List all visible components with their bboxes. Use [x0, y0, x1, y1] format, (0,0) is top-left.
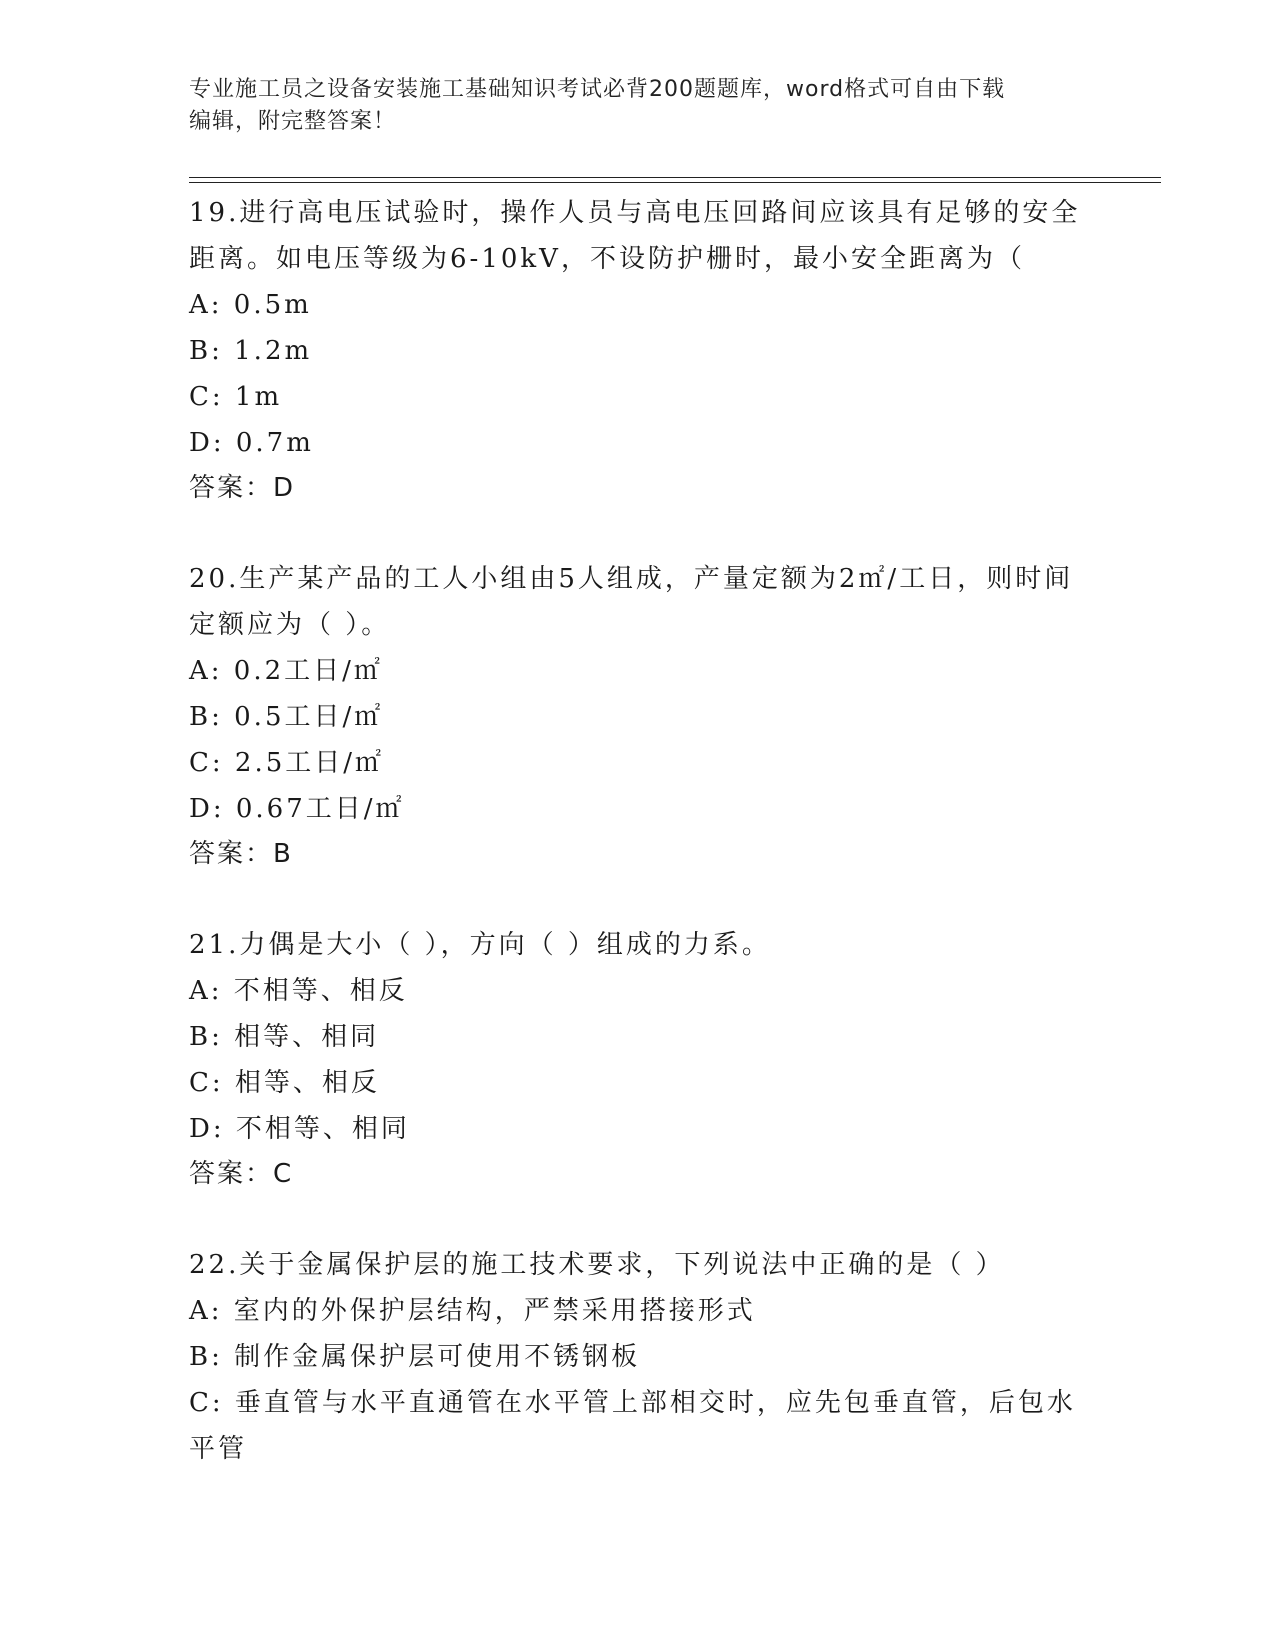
option-d: D: 0.67工日/㎡ — [189, 794, 405, 824]
header-line-1: 专业施工员之设备安装施工基础知识考试必背200题题库，word格式可自由下载 — [189, 77, 1006, 102]
question-stem: 20.生产某产品的工人小组由5人组成，产量定额为2㎡/工日，则时间 — [189, 564, 1074, 594]
header-rule-bottom — [189, 182, 1161, 183]
option-d: D: 0.7m — [189, 428, 314, 458]
answer-line: 答案：B — [189, 839, 293, 869]
document-header — [189, 74, 1069, 138]
option-c: C: 2.5工日/㎡ — [189, 748, 385, 778]
header-line-2: 编辑，附完整答案！ — [189, 109, 397, 134]
option-a: A: 室内的外保护层结构，严禁采用搭接形式 — [189, 1296, 756, 1326]
question-spacer — [189, 510, 1089, 556]
option-b: B: 相等、相同 — [189, 1022, 380, 1052]
question-22 — [189, 1242, 1089, 1472]
option-c: C: 1m — [189, 382, 283, 412]
answer-line: 答案：D — [189, 473, 296, 503]
question-19 — [189, 190, 1089, 510]
option-c: C: 相等、相反 — [189, 1068, 380, 1098]
question-stem: 21.力偶是大小（ ），方向（ ）组成的力系。 — [189, 930, 771, 960]
question-stem: 22.关于金属保护层的施工技术要求，下列说法中正确的是（ ） — [189, 1250, 1005, 1280]
option-a: A: 不相等、相反 — [189, 976, 408, 1006]
option-b: B: 制作金属保护层可使用不锈钢板 — [189, 1342, 641, 1372]
question-stem-continued: 定额应为（ ）。 — [189, 610, 391, 640]
option-a: A: 0.5m — [189, 290, 312, 320]
option-a: A: 0.2工日/㎡ — [189, 656, 383, 686]
option-c-continued: 平管 — [189, 1434, 248, 1464]
answer-line: 答案：C — [189, 1159, 294, 1189]
question-list — [189, 190, 1089, 1472]
option-c: C: 垂直管与水平直通管在水平管上部相交时，应先包垂直管，后包水 — [189, 1388, 1076, 1418]
question-stem: 19.进行高电压试验时，操作人员与高电压回路间应该具有足够的安全 — [189, 198, 1081, 228]
header-rule-top — [189, 177, 1161, 178]
option-b: B: 1.2m — [189, 336, 313, 366]
question-20 — [189, 556, 1089, 876]
question-21 — [189, 922, 1089, 1196]
option-b: B: 0.5工日/㎡ — [189, 702, 384, 732]
option-d: D: 不相等、相同 — [189, 1114, 410, 1144]
question-spacer — [189, 876, 1089, 922]
question-stem-continued: 距离。如电压等级为6-10kV，不设防护栅时，最小安全距离为（ — [189, 244, 1025, 274]
question-spacer — [189, 1196, 1089, 1242]
